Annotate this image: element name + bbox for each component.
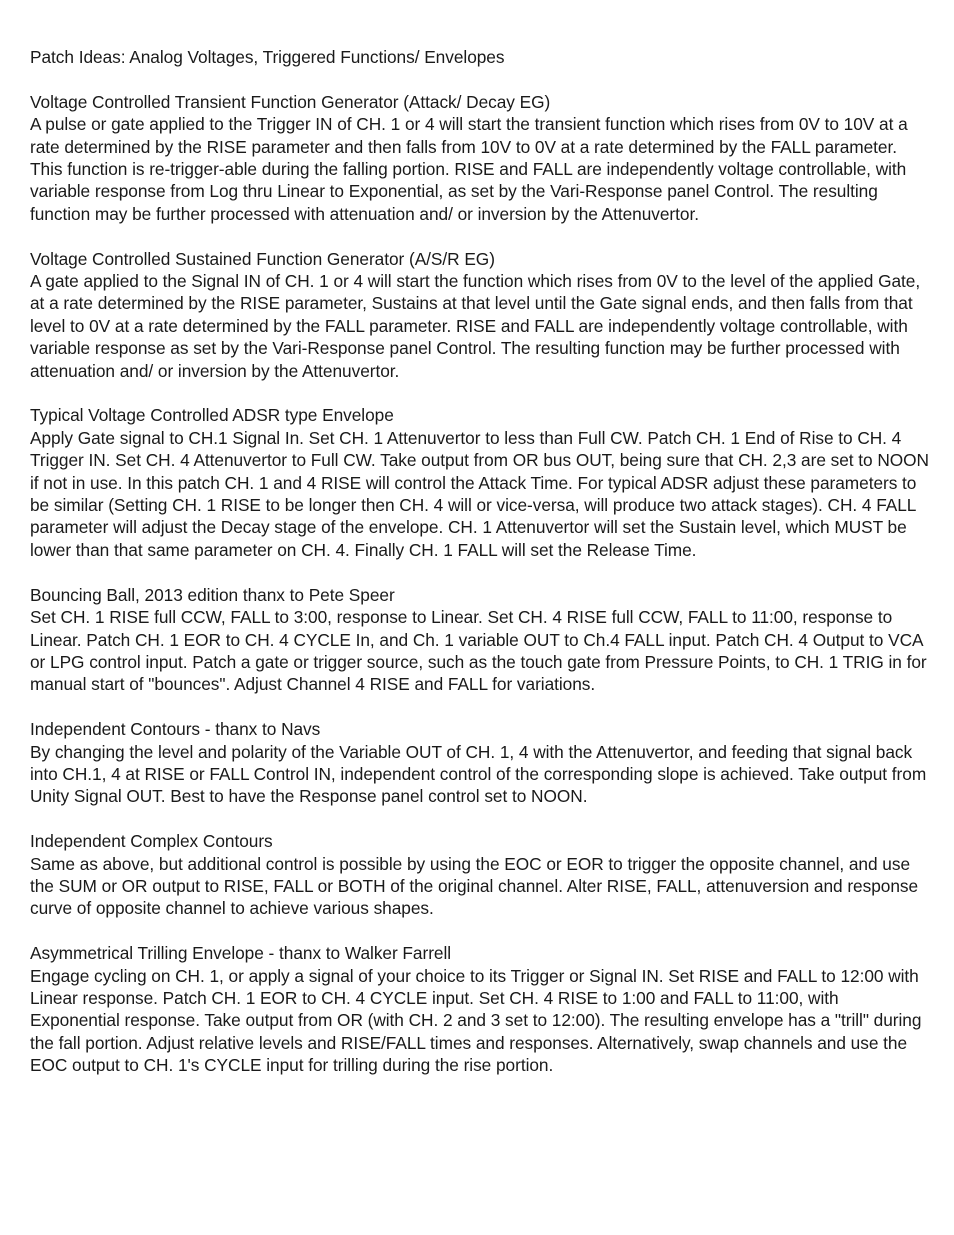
- section-heading: Voltage Controlled Transient Function Generator (Attack/ Decay EG): [30, 91, 551, 112]
- section-heading: Asymmetrical Trilling Envelope - thanx to Walker Farrell: [30, 943, 452, 964]
- section-body: By changing the level and polarity of the Variable OUT of CH. 1, 4 with the Attenuvertor, and feeding that signal back into CH.1, 4 at RISE or FALL Control IN, independent control of the corresponding slope is achieved. Take output from Unity Signal OUT. Best to have the Response panel control set to NOON.: [30, 741, 927, 807]
- section-independent-contours: [30, 718, 930, 808]
- document-page: [30, 46, 930, 1099]
- section-adsr-envelope: [30, 404, 930, 561]
- section-asymmetrical-trilling-envelope: [30, 942, 930, 1076]
- section-body: Apply Gate signal to CH.1 Signal In. Set CH. 1 Attenuvertor to less than Full CW. Patch CH. 1 End of Rise to CH. 4 Trigger IN. Set CH. 4 Attenuvertor to Full CW. Take output from OR bus OUT, being sure that CH. 2,3 are set to NOON if not in use. In this patch CH. 1 and 4 RISE will control the Attack Time. For typical ADSR adjust these parameters to be similar (Setting CH. 1 RISE to be longer then CH. 4 will or vice-versa, will produce two attack stages). CH. 4 FALL parameter will adjust the Decay stage of the envelope. CH. 1 Attenuvertor will set the Sustain level, which MUST be lower than that same parameter on CH. 4. Finally CH. 1 FALL will set the Release Time.: [30, 427, 929, 560]
- section-bouncing-ball: [30, 584, 930, 696]
- section-transient-function-generator: [30, 91, 930, 225]
- section-independent-complex-contours: [30, 830, 930, 920]
- section-heading: Independent Complex Contours: [30, 831, 273, 852]
- section-body: Same as above, but additional control is possible by using the EOC or EOR to trigger the opposite channel, and use the SUM or OR output to RISE, FALL or BOTH of the original channel. Alter RISE, FALL, attenuversion and response curve of opposite channel to achieve various shapes.: [30, 853, 919, 919]
- section-body: Engage cycling on CH. 1, or apply a signal of your choice to its Trigger or Signal IN. Set RISE and FALL to 12:00 with Linear response. Patch CH. 1 EOR to CH. 4 CYCLE input. Set CH. 4 RISE to 1:00 and FALL to 11:00, with Exponential response. Take output from OR (with CH. 2 and 3 set to 12:00). The resulting envelope has a "trill" during the fall portion. Adjust relative levels and RISE/FALL times and responses. Alternatively, swap channels and use the EOC output to CH. 1's CYCLE input for trilling during the rise portion.: [30, 965, 922, 1076]
- section-sustained-function-generator: [30, 248, 930, 382]
- section-body: Set CH. 1 RISE full CCW, FALL to 3:00, response to Linear. Set CH. 4 RISE full CCW, FALL to 11:00, response to Linear. Patch CH. 1 EOR to CH. 4 CYCLE In, and Ch. 1 variable OUT to Ch.4 FALL input. Patch CH. 4 Output to VCA or LPG control input. Patch a gate or trigger source, such as the touch gate from Pressure Points, to CH. 1 TRIG in for manual start of "bounces". Adjust Channel 4 RISE and FALL for variations.: [30, 607, 927, 695]
- section-heading: Voltage Controlled Sustained Function Generator (A/S/R EG): [30, 248, 495, 269]
- section-heading: Typical Voltage Controlled ADSR type Envelope: [30, 405, 394, 426]
- section-body: A pulse or gate applied to the Trigger IN of CH. 1 or 4 will start the transient function which rises from 0V to 10V at a rate determined by the RISE parameter and then falls from 10V to 0V at a rate determined by the FALL parameter. This function is re-trigger-able during the falling portion. RISE and FALL are independently voltage controllable, with variable response from Log thru Linear to Exponential, as set by the Vari-Response panel Control. The resulting function may be further processed with attenuation and/ or inversion by the Attenuvertor.: [30, 114, 908, 224]
- section-heading: Bouncing Ball, 2013 edition thanx to Pete Speer: [30, 584, 395, 605]
- page-title: Patch Ideas: Analog Voltages, Triggered Functions/ Envelopes: [30, 47, 505, 67]
- section-heading: Independent Contours - thanx to Navs: [30, 719, 321, 740]
- section-body: A gate applied to the Signal IN of CH. 1 or 4 will start the function which rises from 0V to the level of the applied Gate, at a rate determined by the RISE parameter, Sustains at that level until the Gate signal ends, and then falls from that level to 0V at a rate determined by the FALL parameter. RISE and FALL are independently voltage controllable, with variable response as set by the Vari-Response panel Control. The resulting function may be further processed with attenuation and/ or inversion by the Attenuvertor.: [30, 271, 921, 381]
